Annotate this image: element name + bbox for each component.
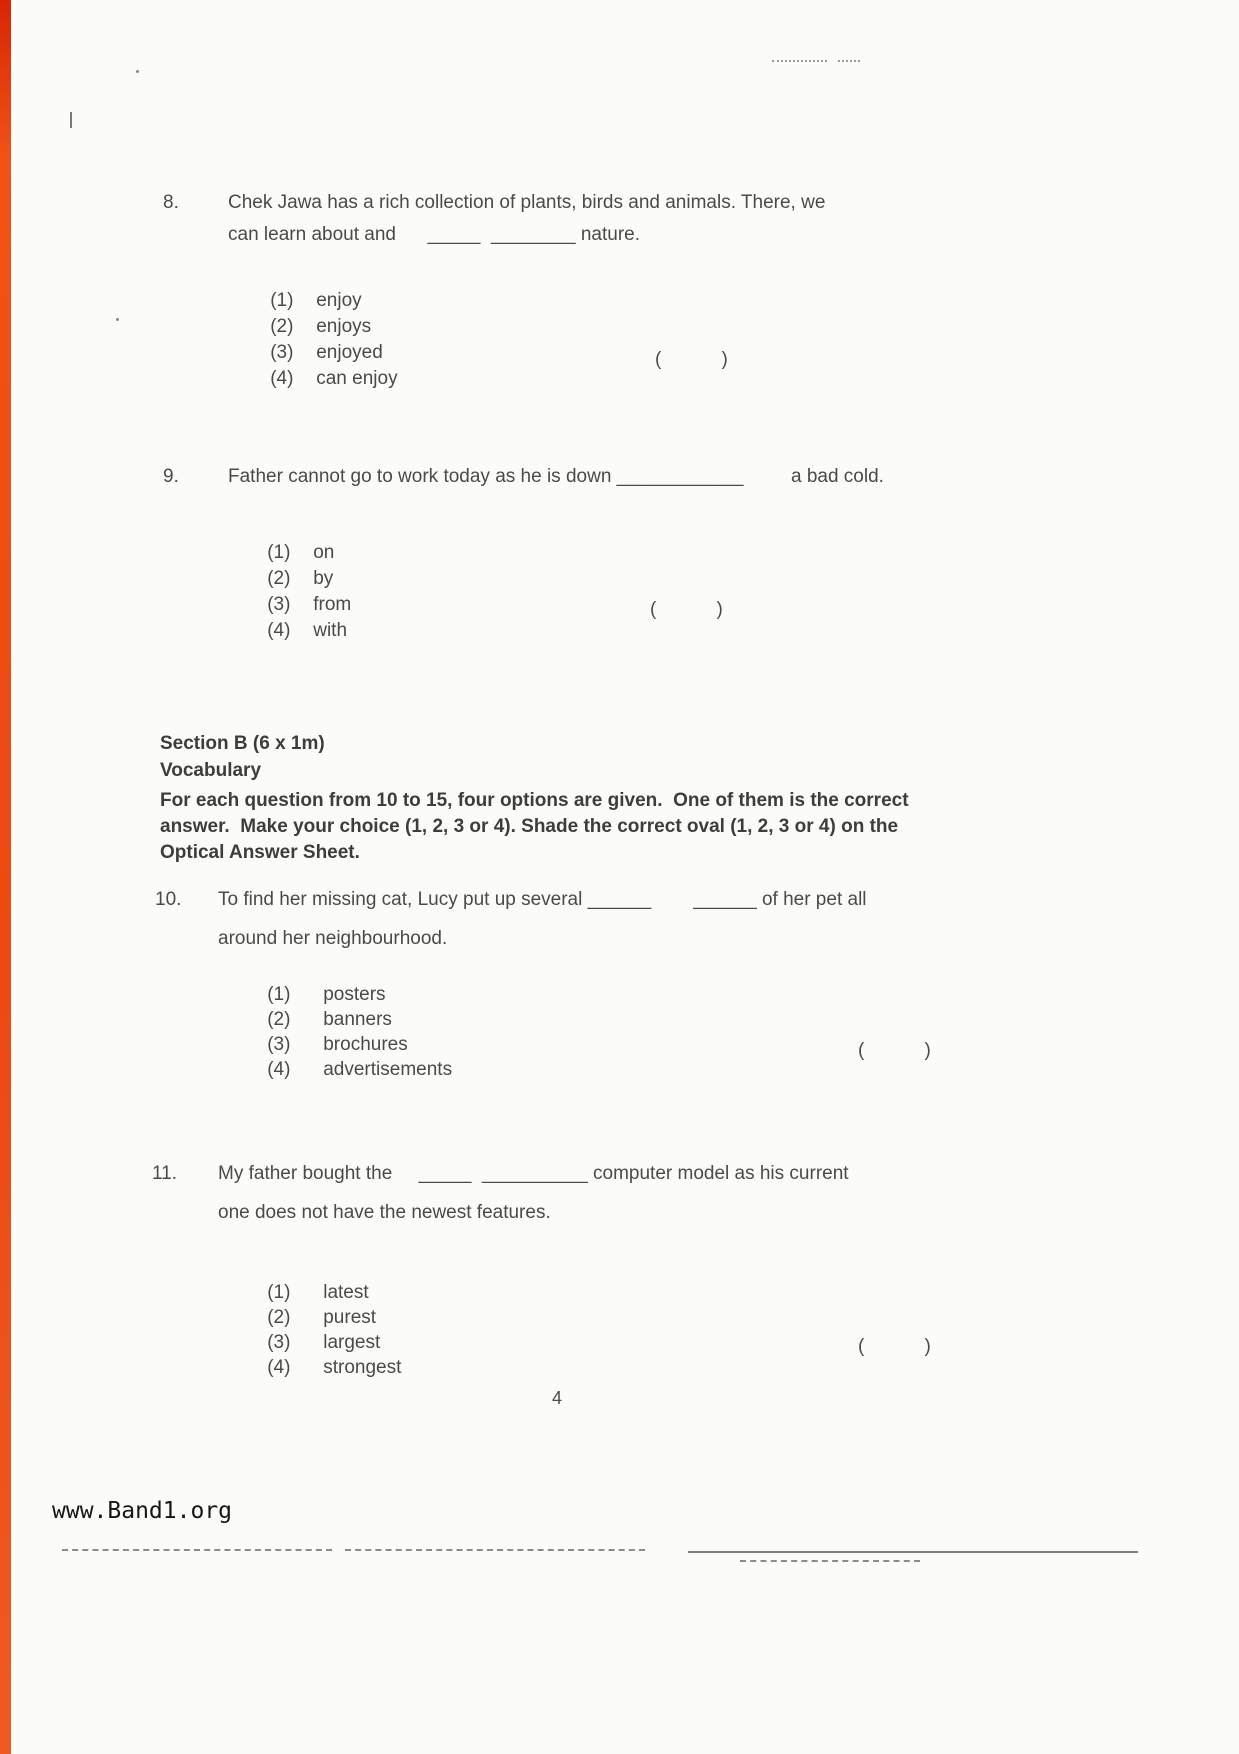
question-9	[163, 466, 884, 498]
page-number: 4	[552, 1388, 563, 1408]
option-label: from	[313, 594, 352, 615]
scan-artifact-dashes	[345, 1549, 645, 1551]
scan-artifact-tick	[70, 112, 72, 128]
scan-artifact-speck	[116, 318, 119, 321]
question-8-options	[228, 268, 398, 389]
question-text	[218, 1163, 849, 1234]
option-item	[225, 962, 452, 1005]
option-label: enjoy	[316, 290, 362, 311]
option-number: (4)	[267, 1357, 291, 1378]
question-text-line: Father cannot go to work today as he is down ____________ a bad cold.	[228, 466, 884, 487]
section-b-header	[160, 730, 909, 866]
answer-bracket: ( )	[858, 1040, 933, 1061]
answer-bracket: ( )	[858, 1336, 933, 1357]
option-number: (3)	[267, 1332, 291, 1353]
question-text	[228, 466, 884, 498]
section-title: Section B (6 x 1m)	[160, 733, 325, 754]
scan-artifact-dashes	[740, 1560, 920, 1562]
option-label: can enjoy	[316, 368, 398, 389]
instruction-line: Optical Answer Sheet.	[160, 842, 360, 863]
option-number: (1)	[267, 984, 291, 1005]
section-instructions	[160, 788, 909, 866]
section-subtitle: Vocabulary	[160, 760, 262, 781]
question-text-line: can learn about and _____ ________ nature.	[228, 224, 640, 245]
instruction-line: For each question from 10 to 15, four options are given. One of them is the correct	[160, 790, 909, 811]
option-label: brochures	[323, 1034, 408, 1055]
option-item	[228, 268, 398, 311]
option-label: with	[313, 620, 348, 641]
question-10	[155, 889, 867, 960]
question-number: 10.	[155, 889, 182, 910]
option-label: advertisements	[323, 1059, 453, 1080]
option-number: (2)	[267, 568, 291, 589]
answer-bracket: ( )	[650, 599, 725, 620]
question-10-options	[225, 962, 453, 1080]
question-8	[163, 192, 825, 256]
scan-artifact-dots	[838, 60, 860, 62]
option-number: (3)	[267, 1034, 291, 1055]
answer-bracket: ( )	[655, 349, 730, 370]
option-number: (1)	[267, 542, 291, 563]
option-number: (1)	[270, 290, 294, 311]
question-text	[218, 889, 867, 960]
option-label: enjoys	[316, 316, 372, 337]
option-number: (4)	[270, 368, 294, 389]
question-number: 8.	[163, 192, 179, 213]
question-text-line: one does not have the newest features.	[218, 1202, 551, 1223]
scan-artifact-dots	[772, 60, 827, 62]
option-number: (4)	[267, 620, 291, 641]
option-label: largest	[323, 1332, 381, 1353]
question-9-options	[225, 520, 352, 641]
option-label: posters	[323, 984, 386, 1005]
question-text-line: To find her missing cat, Lucy put up several ______ ______ of her pet all	[218, 889, 867, 910]
question-text-line: around her neighbourhood.	[218, 928, 448, 949]
question-11	[152, 1163, 849, 1234]
question-text-line: My father bought the _____ __________ computer model as his current	[218, 1163, 849, 1184]
option-label: latest	[323, 1282, 369, 1303]
instruction-line: answer. Make your choice (1, 2, 3 or 4). Shade the correct oval (1, 2, 3 or 4) on the	[160, 816, 899, 837]
option-number: (2)	[270, 316, 294, 337]
option-label: strongest	[323, 1357, 402, 1378]
scan-artifact-speck	[136, 70, 139, 73]
question-11-options	[225, 1260, 402, 1378]
option-number: (3)	[270, 342, 294, 363]
option-number: (4)	[267, 1059, 291, 1080]
scan-artifact-dashes	[62, 1549, 332, 1551]
option-label: enjoyed	[316, 342, 383, 363]
scan-artifact-line	[688, 1551, 1138, 1553]
watermark-url: www.Band1.org	[52, 1498, 233, 1524]
option-label: on	[313, 542, 335, 563]
option-label: purest	[323, 1307, 377, 1328]
option-number: (3)	[267, 594, 291, 615]
option-number: (2)	[267, 1307, 291, 1328]
question-number: 11.	[152, 1163, 178, 1184]
question-text	[228, 192, 825, 256]
option-label: by	[313, 568, 334, 589]
option-number: (1)	[267, 1282, 291, 1303]
option-label: banners	[323, 1009, 392, 1030]
option-number: (2)	[267, 1009, 291, 1030]
question-number: 9.	[163, 466, 179, 487]
option-item	[225, 1260, 401, 1303]
option-item	[225, 520, 351, 563]
question-text-line: Chek Jawa has a rich collection of plants, birds and animals. There, we	[228, 192, 826, 213]
